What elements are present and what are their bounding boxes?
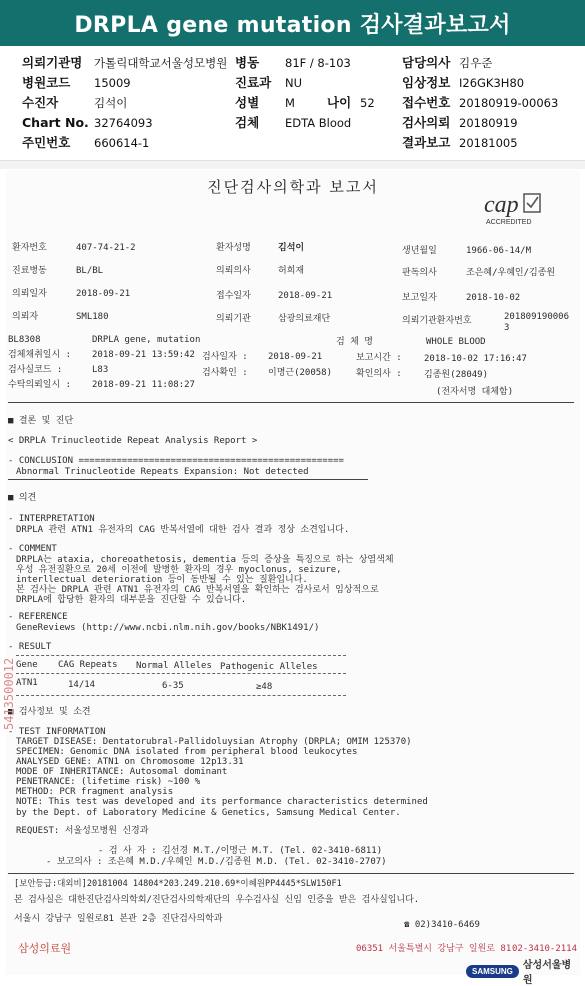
divider	[8, 402, 574, 403]
section-heading: ■ 결론 및 진단	[8, 416, 74, 426]
samsung-hospital-name: 삼성서울병원	[522, 960, 572, 986]
info-value: 3	[504, 323, 510, 333]
label-receipt-no: 접수번호	[402, 95, 451, 110]
result-col-header: Normal Alleles	[136, 661, 212, 671]
label-doctor: 담당의사	[402, 55, 451, 70]
value-specimen: EDTA Blood	[285, 116, 352, 130]
cap-accredited-logo	[478, 188, 558, 228]
comment-line: DRPLA는 ataxia, choreoathetosis, dementia 등의 증상을 특징으로 하는 상염색체	[16, 555, 394, 565]
info-label: 접수일자	[216, 291, 251, 301]
test-info-line: TARGET DISEASE: Dentatorubral-Pallidoluysian Atrophy (DRPLA; OMIM 125370)	[16, 737, 412, 747]
label-specimen: 검체	[235, 115, 260, 130]
value-institution: 가톨릭대학교서울성모병원	[94, 56, 228, 70]
info-value: 1966-06-14/M	[466, 246, 532, 256]
comment-heading: - COMMENT	[8, 544, 57, 554]
header-row	[0, 94, 585, 112]
test-info-line: MODE OF INHERITANCE: Autosomal dominant	[16, 767, 228, 777]
value-patient: 김석이	[94, 96, 128, 110]
label-clinical-info: 임상정보	[402, 75, 451, 90]
label-resident-no: 주민번호	[22, 135, 71, 150]
label-sex: 성별	[235, 95, 260, 110]
info-label: 의뢰기관환자번호	[402, 316, 472, 326]
section-divider	[0, 160, 585, 169]
info-label: 보고일자	[402, 293, 437, 303]
reference-heading: - REFERENCE	[8, 612, 68, 622]
value-doctor: 김우준	[459, 56, 493, 70]
test-value: 2018-09-21 13:59:42	[92, 350, 195, 360]
label-hospital-code: 병원코드	[22, 75, 71, 90]
value-clinical-info: I26GK3H80	[459, 76, 525, 90]
test-info-line: METHOD: PCR fragment analysis	[16, 787, 174, 797]
value-age: 52	[360, 96, 375, 110]
info-value: 201809190006	[504, 312, 570, 322]
banner-title: DRPLA gene mutation 검사결과보고서	[74, 12, 511, 38]
label-result-report: 결과보고	[402, 135, 451, 150]
info-value: 2018-10-02	[466, 293, 521, 303]
value-hospital-code: 15009	[94, 76, 131, 90]
test-label: 검사일자 :	[202, 352, 248, 362]
security-line: [보안등급:대외비]20181004 14804*203.249.210.69*이혜원PP4445*SLW150F1	[14, 879, 342, 889]
comment-line: 우성 유전질환으로 20세 이전에 발병한 환자의 경우 myoclonus, seizure,	[16, 565, 342, 575]
divider	[16, 673, 346, 674]
samsung-wordmark: SAMSUNG	[466, 965, 519, 978]
report-title: 진단검사의학과 보고서	[207, 178, 379, 196]
info-value: SML180	[76, 312, 109, 322]
test-code: BL8308	[8, 335, 41, 345]
test-label: 검 체 명	[336, 337, 373, 347]
info-label: 의뢰일자	[12, 289, 47, 299]
test-info-line: NOTE: This test was developed and its performance characteristics determined	[16, 797, 428, 807]
info-label: 진료병동	[12, 266, 47, 276]
divider	[16, 695, 346, 696]
value-chart-no: 32764093	[94, 116, 153, 130]
test-value: 김종원(28049)	[424, 370, 489, 380]
value-request-date: 20180919	[459, 116, 518, 130]
info-value: 2018-09-21	[278, 291, 333, 301]
info-label: 의뢰의사	[216, 266, 251, 276]
test-label: 검사실코드 :	[8, 365, 63, 375]
label-age: 나이	[327, 95, 352, 110]
cap-logo-text: cap	[484, 192, 519, 218]
info-value: 허희재	[278, 266, 305, 276]
value-receipt-no: 20180919-00063	[459, 96, 559, 110]
info-value: 삼광의료재단	[278, 314, 331, 324]
info-label: 의뢰자	[12, 312, 39, 322]
value-resident-no: 660614-1	[94, 136, 150, 150]
result-heading: - RESULT	[8, 642, 52, 652]
divider	[16, 655, 346, 656]
value-department: NU	[285, 76, 303, 90]
header-row	[0, 74, 585, 92]
label-request-date: 검사의뢰	[402, 115, 451, 130]
value-ward: 81F / 8-103	[285, 56, 351, 70]
result-col-header: Pathogenic Alleles	[220, 662, 318, 672]
lab-address: 서울시 강남구 일원로81 본관 2층 진단검사의학과	[14, 914, 223, 924]
lab-phone: ☎ 02)3410-6469	[404, 920, 480, 930]
result-cell: 14/14	[68, 680, 96, 690]
test-value: 2018-10-02 17:16:47	[424, 354, 527, 364]
test-label: 확인의사 :	[356, 369, 402, 379]
value-result-report: 20181005	[459, 136, 518, 150]
result-cell: ≥48	[256, 682, 273, 692]
report-banner	[0, 0, 585, 46]
label-patient: 수진자	[22, 95, 59, 110]
comment-line: 본 검사는 DRPLA 관련 ATN1 유전자의 CAG 반복서열을 확인하는 검사로서 임상적으로	[16, 585, 379, 595]
divider	[8, 479, 368, 480]
reference-text: GeneReviews (http://www.ncbi.nlm.nih.gov/books/NBK1491/)	[16, 623, 320, 633]
test-info-line: ANALYSED GENE: ATN1 on Chromosome 12p13.31	[16, 757, 244, 767]
label-ward: 병동	[235, 55, 260, 70]
analysis-title: < DRPLA Trinucleotide Repeat Analysis Report >	[8, 436, 258, 446]
header-row	[0, 54, 585, 72]
divider	[8, 873, 574, 874]
test-label: 검사확인 :	[202, 368, 248, 378]
info-value: BL/BL	[76, 266, 104, 276]
comment-line: DRPLA에 합당한 환자의 대부분을 진단할 수 있습니다.	[16, 595, 247, 605]
test-value: 2018-09-21	[268, 352, 323, 362]
test-label: 보고시간 :	[356, 353, 402, 363]
staff-line: - 보고의사 : 조은혜 M.D./우혜인 M.D./김종원 M.D. (Tel. 02-3410-2707)	[46, 857, 387, 867]
label-department: 진료과	[235, 75, 272, 90]
footer-tel: 02-3410-2114	[512, 944, 578, 954]
info-value: 2018-09-21	[76, 289, 131, 299]
test-label: 검체채취일시 :	[8, 350, 72, 360]
info-label: 생년월일	[402, 246, 437, 256]
side-barcode-number: 5413500012	[2, 657, 16, 730]
staff-line: - 검 사 자 : 김선경 M.T./이명근 M.T. (Tel. 02-3410-6811)	[98, 846, 383, 856]
samsung-logo	[466, 956, 580, 986]
result-cell: ATN1	[16, 678, 38, 688]
electronic-signature-note: (전자서명 대체함)	[436, 387, 514, 397]
cap-accredited-text: ACCREDITED	[486, 219, 532, 226]
footer-address: 06351 서울특별시 강남구 일원로 81	[356, 944, 512, 954]
test-value: L83	[92, 365, 109, 375]
result-cell: 6-35	[162, 681, 184, 691]
test-info-line: SPECIMEN: Genomic DNA isolated from peripheral blood leukocytes	[16, 747, 358, 757]
label-chart-no: Chart No.	[22, 115, 89, 130]
interpretation-text: DRPLA 관련 ATN1 유전자의 CAG 반복서열에 대한 검사 결과 정상 소견입니다.	[16, 525, 350, 535]
test-info-heading: - TEST INFORMATION	[8, 727, 106, 737]
test-value: WHOLE BLOOD	[426, 337, 486, 347]
info-label: 의뢰기관	[216, 314, 251, 324]
info-value: 조은혜/우혜인/김종원	[466, 268, 556, 278]
test-value: 이명근(20058)	[268, 368, 333, 378]
test-info-line: PENETRANCE: (lifetime risk) ~100 %	[16, 777, 201, 787]
comment-line: interllectual deterioration 등이 동반될 수 있는 질환입니다.	[16, 575, 308, 585]
info-label: 환자성명	[216, 243, 251, 253]
request-text: REQUEST: 서울성모병원 신경과	[16, 826, 149, 836]
footer-left-logo: 삼성의료원	[18, 943, 72, 955]
info-label: 판독의사	[402, 268, 437, 278]
interpretation-heading: - INTERPRETATION	[8, 514, 95, 524]
conclusion-heading: - CONCLUSION =================================================	[8, 456, 344, 466]
certification-text: 본 검사실은 대한진단검사의학회/진단검사의학재단의 우수검사실 신임 인증을 받은 검사실입니다.	[14, 895, 420, 905]
info-value: 407-74-21-2	[76, 243, 136, 253]
section-heading: ■ 검사정보 및 소견	[8, 707, 91, 717]
patient-header	[0, 52, 585, 156]
header-row	[0, 114, 585, 132]
conclusion-text: Abnormal Trinucleotide Repeats Expansion: Not detected	[16, 467, 309, 477]
value-sex: M	[285, 96, 295, 110]
info-value: 김석이	[278, 243, 305, 253]
test-label: 수탁의뢰일시 :	[8, 380, 72, 390]
test-value: 2018-09-21 11:08:27	[92, 380, 195, 390]
scanned-report	[2, 170, 580, 986]
test-name: DRPLA gene, mutation	[92, 335, 201, 345]
test-info-line: by the Dept. of Laboratory Medicine & Genetics, Samsung Medical Center.	[16, 808, 401, 818]
label-institution: 의뢰기관명	[22, 55, 83, 70]
result-col-header: CAG Repeats	[58, 660, 118, 670]
section-heading: ■ 의견	[8, 493, 37, 503]
info-label: 환자번호	[12, 243, 47, 253]
header-row	[0, 134, 585, 152]
result-col-header: Gene	[16, 660, 38, 670]
